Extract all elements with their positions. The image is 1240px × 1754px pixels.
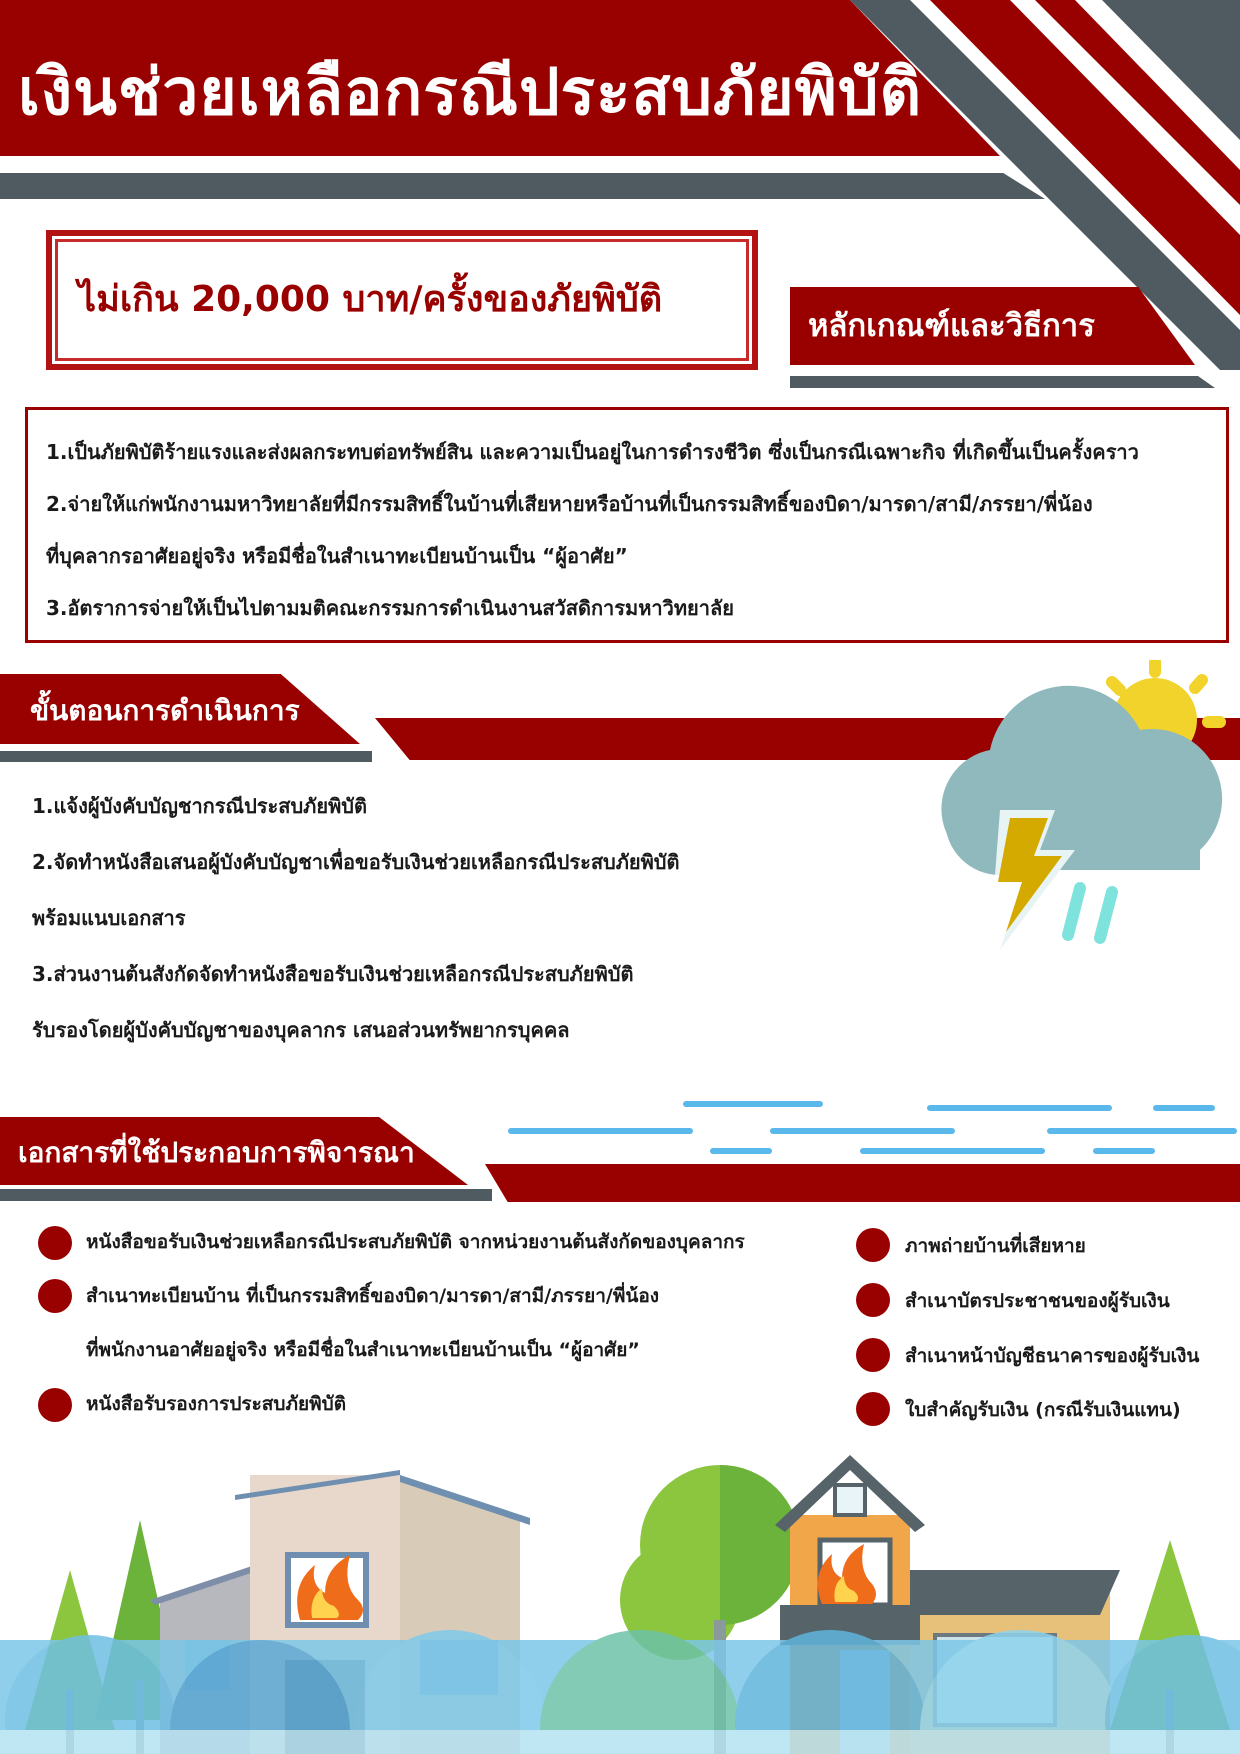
document-item: ภาพถ่ายบ้านที่เสียหาย: [905, 1235, 1086, 1257]
criteria-heading: หลักเกณฑ์และวิธีการ: [808, 308, 1095, 344]
bullet-icon: [38, 1388, 72, 1422]
document-item: หนังสือขอรับเงินช่วยเหลือกรณีประสบภัยพิบัติ จากหน่วยงานต้นสังกัดของบุคลากร: [86, 1231, 745, 1253]
storm-cloud-icon: [940, 660, 1230, 960]
wind-line: [927, 1105, 1112, 1111]
wind-line: [508, 1128, 693, 1134]
criteria-line: ที่บุคลากรอาศัยอยู่จริง หรือมีชื่อในสำเนาทะเบียนบ้านเป็น “ผู้อาศัย”: [46, 544, 628, 568]
documents-band: [485, 1164, 1240, 1202]
criteria-line: 1.เป็นภัยพิบัติร้ายแรงและส่งผลกระทบต่อทรัพย์สิน และความเป็นอยู่ในการดำรงชีวิต ซึ่งเป็นกรณีเฉพาะกิจ ที่เกิดขึ้นเป็นครั้งคราว: [46, 440, 1139, 464]
wind-line: [710, 1148, 772, 1154]
bullet-icon: [38, 1279, 72, 1313]
document-item: สำเนาบัตรประชาชนของผู้รับเงิน: [905, 1290, 1170, 1312]
bullet-icon: [856, 1283, 890, 1317]
document-item: สำเนาทะเบียนบ้าน ที่เป็นกรรมสิทธิ์ของบิดา/มารดา/สามี/ภรรยา/พี่น้อง: [86, 1285, 660, 1307]
criteria-underline: [790, 376, 1215, 388]
bullet-icon: [856, 1228, 890, 1262]
criteria-line: 3.อัตราการจ่ายให้เป็นไปตามมติคณะกรรมการดำเนินงานสวัสดิการมหาวิทยาลัย: [46, 596, 734, 620]
document-item: ใบสำคัญรับเงิน (กรณีรับเงินแทน): [905, 1399, 1181, 1421]
wind-line: [683, 1101, 823, 1107]
steps-underline: [0, 751, 372, 762]
step-item: 2.จัดทำหนังสือเสนอผู้บังคับบัญชาเพื่อขอรับเงินช่วยเหลือกรณีประสบภัยพิบัติ: [32, 850, 680, 874]
bullet-icon: [856, 1338, 890, 1372]
step-item: รับรองโดยผู้บังคับบัญชาของบุคลากร เสนอส่วนทรัพยากรบุคคล: [32, 1018, 570, 1042]
wind-line: [1093, 1148, 1155, 1154]
wind-line: [1047, 1128, 1237, 1134]
document-item: หนังสือรับรองการประสบภัยพิบัติ: [86, 1393, 347, 1415]
documents-heading: เอกสารที่ใช้ประกอบการพิจารณา: [18, 1136, 415, 1169]
step-item: 1.แจ้งผู้บังคับบัญชากรณีประสบภัยพิบัติ: [32, 794, 367, 818]
criteria-line: 2.จ่ายให้แก่พนักงานมหาวิทยาลัยที่มีกรรมสิทธิ์ในบ้านที่เสียหายหรือบ้านที่เป็นกรรมสิทธิ์ของบิดา/มารดา/สามี/ภรรยา/พี่น้อง: [46, 492, 1093, 516]
wind-line: [860, 1148, 1045, 1154]
step-item: 3.ส่วนงานต้นสังกัดจัดทำหนังสือขอรับเงินช่วยเหลือกรณีประสบภัยพิบัติ: [32, 962, 634, 986]
bullet-icon: [856, 1392, 890, 1426]
page-title: เงินช่วยเหลือกรณีประสบภัยพิบัติ: [18, 56, 923, 130]
document-item-continued: ที่พนักงานอาศัยอยู่จริง หรือมีชื่อในสำเนาทะเบียนบ้านเป็น “ผู้อาศัย”: [86, 1339, 640, 1361]
documents-underline: [0, 1189, 492, 1201]
flood-water-icon: [0, 1630, 1240, 1754]
step-item: พร้อมแนบเอกสาร: [32, 906, 186, 930]
document-item: สำเนาหน้าบัญชีธนาคารของผู้รับเงิน: [905, 1345, 1200, 1367]
flood-illustration: [0, 1440, 1240, 1754]
wind-line: [770, 1128, 955, 1134]
wind-line: [1153, 1105, 1215, 1111]
steps-heading: ขั้นตอนการดำเนินการ: [30, 694, 300, 727]
bullet-icon: [38, 1226, 72, 1260]
amount-text: ไม่เกิน 20,000 บาท/ครั้งของภัยพิบัติ: [78, 279, 663, 320]
